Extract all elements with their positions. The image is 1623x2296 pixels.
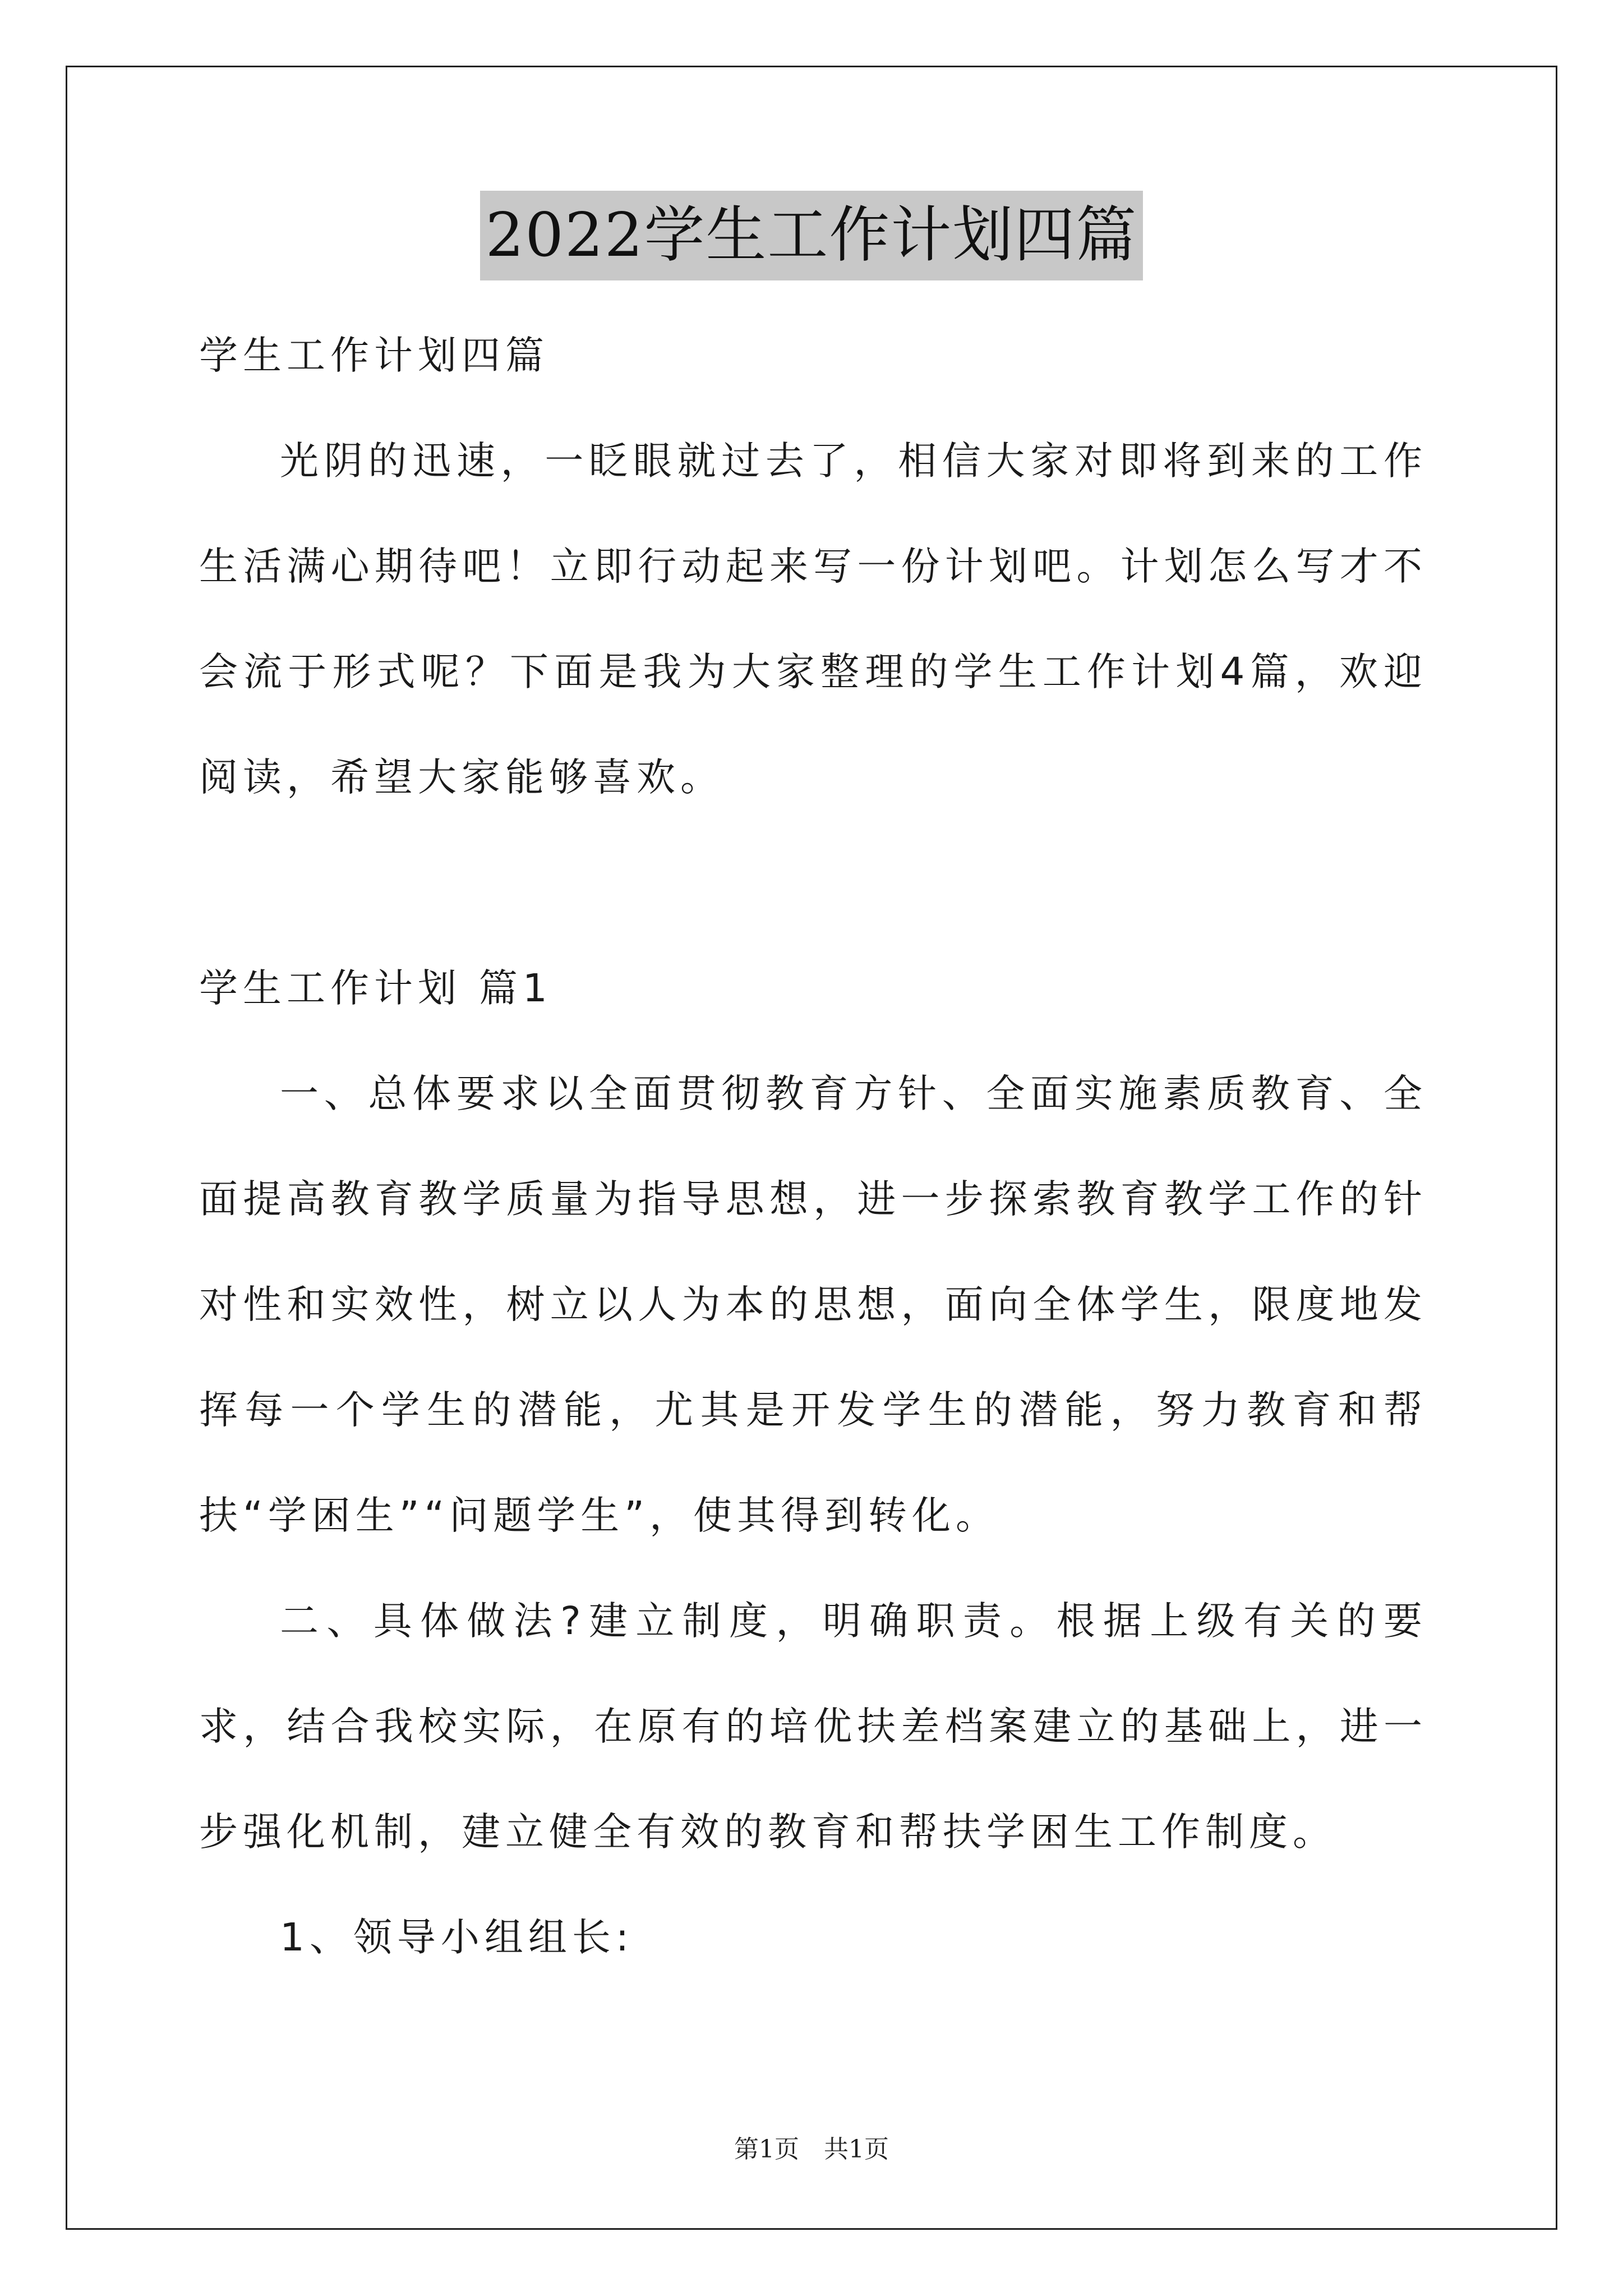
- section-heading: 学生工作计划 篇1: [199, 966, 552, 1011]
- intro-paragraph: 光阴的迅速，一眨眼就过去了，相信大家对即将到来的工作生活满心期待吧！立即行动起来写一份计划吧。计划怎么写才不会流于形式呢？下面是我为大家整理的学生工作计划4篇，欢迎阅读，希望大家能够喜欢。: [199, 439, 1427, 800]
- paragraph-general-requirements: 一、总体要求以全面贯彻教育方针、全面实施素质教育、全面提高教育教学质量为指导思想，进一步探索教育教学工作的针对性和实效性，树立以人为本的思想，面向全体学生，限度地发挥每一个学生的潜能，尤其是开发学生的潜能，努力教育和帮扶“学困生”“问题学生”，使其得到转化。: [199, 1071, 1427, 1538]
- page-footer: 第1页 共1页: [734, 2135, 889, 2164]
- title-container: [0, 191, 1623, 280]
- document-title: 2022学生工作计划四篇: [480, 191, 1144, 280]
- document-body: [199, 303, 1427, 1990]
- document-subtitle: 学生工作计划四篇: [199, 333, 549, 378]
- paragraph-leadership-group: 1、领导小组组长:: [280, 1915, 634, 1960]
- paragraph-specific-methods: 二、具体做法?建立制度，明确职责。根据上级有关的要求，结合我校实际，在原有的培优扶差档案建立的基础上，进一步强化机制，建立健全有效的教育和帮扶学困生工作制度。: [199, 1599, 1427, 1855]
